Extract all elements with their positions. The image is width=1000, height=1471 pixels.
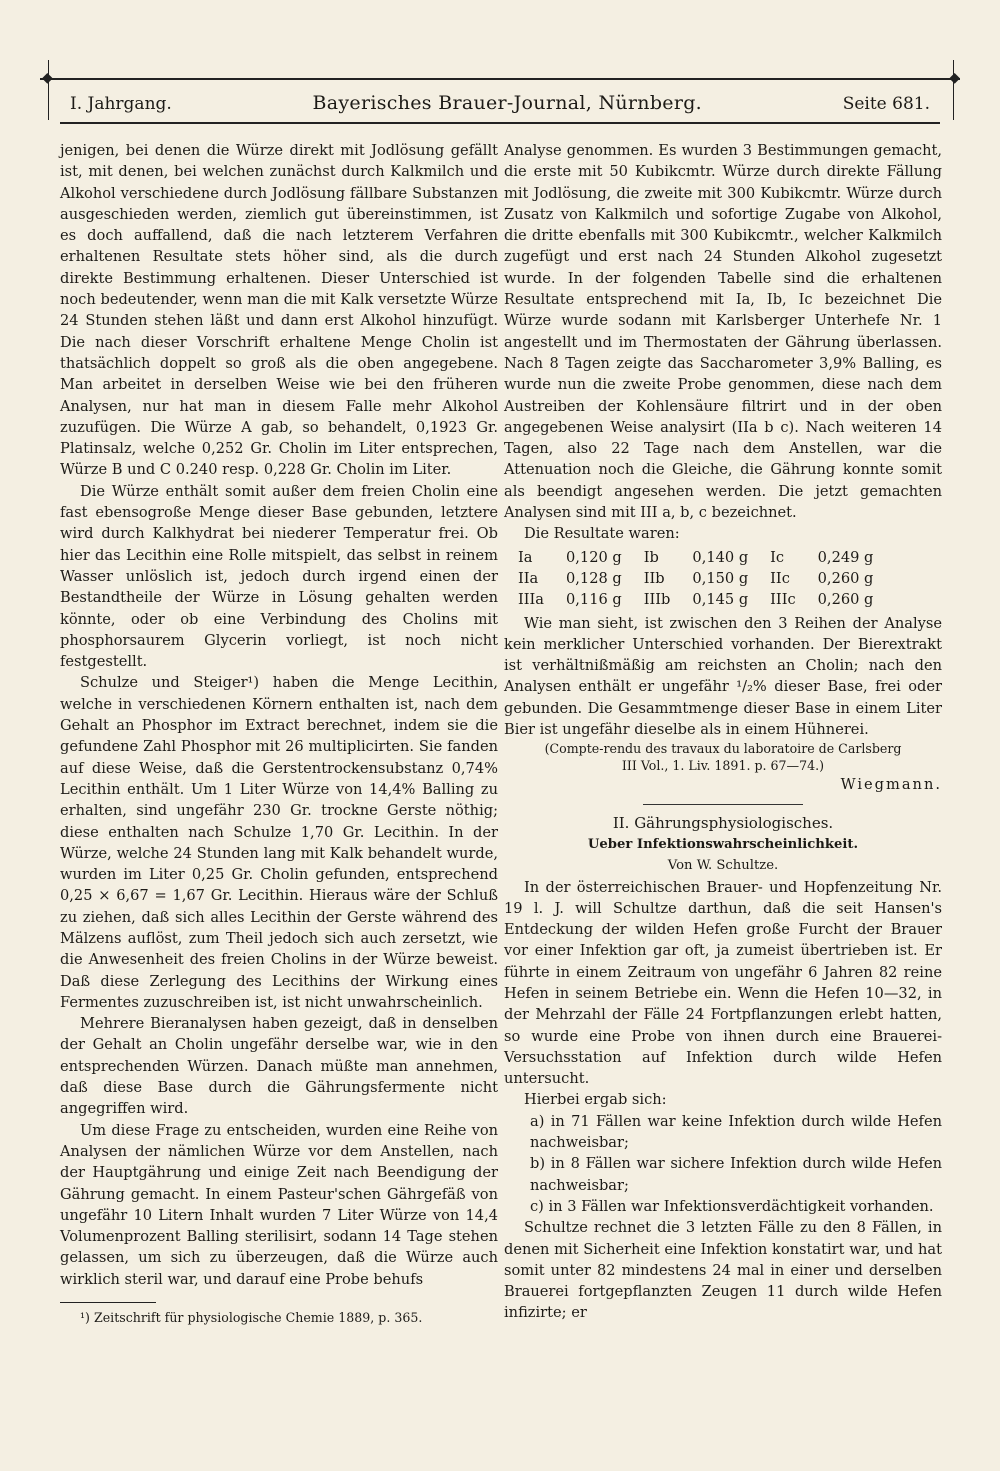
paragraph: Die Würze enthält somit außer dem freien Cholin eine fast ebensogroße Menge dieser Base gebunden, letztere wird durch Kalkhydrat bei niederer Temperatur frei. Ob hier das Lecithin eine Rolle mitspielt, das selbst in reinem Wasser unlöslich ist, jedoch durch irgend einen der Bestandtheile der Würze in Lösung gehalten werden könnte, oder ob eine Verbindung des Cholins mit phosphorsaurem Glycerin vorliegt, ist noch nicht festgestellt. [60, 482, 498, 671]
table-cell: IIc [770, 569, 790, 587]
list-item: c) in 3 Fällen war Infektionsverdächtigkeit vorhanden. [530, 1197, 934, 1215]
top-rule [40, 78, 960, 80]
paragraph: Mehrere Bieranalysen haben gezeigt, daß in denselben der Gehalt an Cholin ungefähr derselbe war, wie in den entsprechenden Würzen. Danach müßte man annehmen, daß diese Base durch die Gährungsfermente nicht angegriffen wird. [60, 1015, 498, 1118]
table-cell: Ib [643, 548, 659, 566]
table-cell: 0,120 g [566, 548, 622, 566]
list-item: a) in 71 Fällen war keine Infektion durch wilde Hefen nachweisbar; [530, 1112, 942, 1152]
left-column [60, 140, 498, 1326]
results-heading: Die Resultate waren: [524, 525, 680, 543]
page-number: Seite 681. [842, 94, 930, 114]
running-header [70, 92, 930, 120]
right-border-rule [953, 60, 954, 120]
paragraph: Wie man sieht, ist zwischen den 3 Reihen der Analyse kein merklicher Unterschied vorhanden. Der Bierextrakt ist verhältnißmäßig am reichsten an Cholin; nach den Analysen enthält er ungefähr ¹/₂% dieser Base, frei oder gebunden. Die Gesammtmenge dieser Base in einem Liter Bier ist ungefähr dieselbe als in einem Hühnerei. [504, 614, 942, 739]
table-row [518, 589, 895, 610]
ornament-left-icon: ◆ [42, 70, 53, 86]
article-title: Ueber Infektionswahrscheinlichkeit. [587, 836, 859, 852]
article-author: Von W. Schultze. [667, 858, 779, 874]
table-cell: IIb [643, 569, 665, 587]
signature: Wiegmann. [840, 776, 942, 794]
table-cell: IIIc [770, 591, 796, 609]
paragraph: Schulze und Steiger¹) haben die Menge Lecithin, welche in verschiedenen Körnern enthalten ist, nach dem Gehalt an Phosphor im Extract berechnet, indem sie die gefundene Zahl Phosphor mit 26 multiplicirten. Sie fanden auf diese Weise, daß die Gerstentrockensubstanz 0,74% Lecithin enthält. Um 1 Liter Würze von 14,4% Balling zu erhalten, sind ungefähr 230 Gr. trockne Gerste nöthig; diese enthalten nach Schulze 1,70 Gr. Lecithin. In der Würze, welche 24 Stunden lang mit Kalk behandelt wurde, wurden im Liter 0,25 Gr. Cholin gefunden, entsprechend 0,25 × 6,67 = 1,67 Gr. Lecithin. Hieraus wäre der Schluß zu ziehen, daß sich alles Lecithin der Gerste während des Mälzens auflöst, zum Theil jedoch sich auch zersetzt, wie die Anwesenheit des freien Cholins in der Würze beweist. Daß diese Zerlegung des Lecithins der Wirkung eines Fermentes zuzuschreiben ist, ist nicht unwahrscheinlich. [60, 674, 498, 1011]
table-cell: Ia [518, 548, 533, 566]
paragraph: Hierbei ergab sich: [524, 1091, 667, 1109]
header-rule [60, 122, 940, 124]
section-divider [643, 804, 803, 805]
table-row [518, 568, 895, 589]
table-cell: 0,249 g [817, 548, 874, 566]
paragraph: Analyse genommen. Es wurden 3 Bestimmungen gemacht, die erste mit 50 Kubikcmtr. Würze durch direkte Fällung mit Jodlösung, die zweite mit 300 Kubikcmtr. Würze durch Zusatz von Kalkmilch und sofortige Zugabe von Alkohol, die dritte ebenfalls mit 300 Kubikcmtr., welcher Kalkmilch zugefügt und erst nach 24 Stunden Alkohol zugesetzt wurde. In der folgenden Tabelle sind die erhaltenen Resultate entsprechend mit Ia, Ib, Ic bezeichnet Die Würze wurde sodann mit Karlsberger Unterhefe Nr. 1 angestellt und im Thermostaten der Gährung überlassen. Nach 8 Tagen zeigte das Saccharometer 3,9% Balling, es wurde nun die zweite Probe genommen, diese nach dem Austreiben der Kohlensäure filtrirt und in der oben angegebenen Weise analysirt (IIa b c). Nach weiteren 14 Tagen, also 22 Tage nach dem Anstellen, war die Attenuation noch die Gleiche, die Gährung konnte somit als beendigt angesehen werden. Die jetzt gemachten Analysen sind mit III a, b, c bezeichnet. [504, 142, 942, 522]
table-cell: IIIb [643, 591, 671, 609]
table-cell: IIa [518, 569, 539, 587]
section-title: II. Gährungsphysiologisches. [612, 813, 834, 832]
table-cell: 0,140 g [692, 548, 749, 566]
table-cell: 0,260 g [817, 569, 874, 587]
table-row [518, 547, 895, 568]
table-cell: 0,145 g [692, 591, 749, 609]
volume-label: I. Jahrgang. [70, 94, 172, 114]
left-border-rule [48, 60, 49, 120]
paragraph: jenigen, bei denen die Würze direkt mit Jodlösung gefällt ist, mit denen, bei welchen zunächst durch Kalkmilch und Alkohol verschiedene durch Jodlösung fällbare Substanzen ausgeschieden werden, ziemlich gut übereinstimmen, ist es doch auffallend, daß die nach letzterem Verfahren erhaltenen Resultate stets höher sind, als die durch direkte Bestimmung erhaltenen. Dieser Unterschied ist noch bedeutender, wenn man die mit Kalk versetzte Würze 24 Stunden stehen läßt und dann erst Alkohol hinzufügt. Die nach dieser Vorschrift erhaltene Menge Cholin ist thatsächlich doppelt so groß als die oben angegebene. Man arbeitet in derselben Weise wie bei den früheren Analysen, nur hat man in diesem Falle mehr Alkohol zuzufügen. Die Würze A gab, so behandelt, 0,1923 Gr. Platinsalz, welche 0,252 Gr. Cholin im Liter entsprechen, Würze B und C 0.240 resp. 0,228 Gr. Cholin im Liter. [60, 142, 498, 479]
table-cell: IIIa [518, 591, 544, 609]
footnote: ¹) Zeitschrift für physiologische Chemie 1889, p. 365. [80, 1310, 423, 1326]
source-citation: (Compte-rendu des travaux du laboratoire de Carlsberg [544, 741, 902, 757]
right-column [504, 140, 942, 1324]
table-cell: Ic [770, 548, 785, 566]
table-cell: 0,128 g [566, 569, 622, 587]
footnote-rule [60, 1302, 156, 1303]
paragraph: In der österreichischen Brauer- und Hopfenzeitung Nr. 19 l. J. will Schultze darthun, daß die seit Hansen's Entdeckung der wilden Hefen große Furcht der Brauer vor einer Infektion gar oft, ja zumeist übertrieben ist. Er führte in einem Zeitraum von ungefähr 6 Jahren 82 reine Hefen in seinem Betriebe ein. Wenn die Hefen 10—32, in der Mehrzahl der Fälle 24 Fortpflanzungen erlebt hatten, so wurde eine Probe von ihnen durch eine Brauerei-Versuchsstation auf Infektion durch wilde Hefen untersucht. [504, 878, 942, 1088]
list-item: b) in 8 Fällen war sichere Infektion durch wilde Hefen nachweisbar; [530, 1155, 942, 1194]
journal-title: Bayerisches Brauer-Journal, Nürnberg. [312, 92, 703, 114]
table-cell: 0,150 g [692, 569, 749, 587]
paragraph: Schultze rechnet die 3 letzten Fälle zu den 8 Fällen, in denen mit Sicherheit eine Infektion konstatirt war, und hat somit unter 82 mindestens 24 mal in einer und derselben Brauerei fortgepflanzten Zeugen 11 durch wilde Hefen infizirte; er [504, 1219, 942, 1322]
source-citation-volume: III Vol., 1. Liv. 1891. p. 67—74.) [621, 758, 825, 774]
ornament-right-icon: ◆ [949, 70, 960, 86]
table-cell: 0,260 g [817, 591, 874, 609]
paragraph: Um diese Frage zu entscheiden, wurden eine Reihe von Analysen der nämlichen Würze vor dem Anstellen, nach der Hauptgährung und einige Zeit nach Beendigung der Gährung gemacht. In einem Pasteur'schen Gährgefäß von ungefähr 10 Litern Inhalt wurden 7 Liter Würze von 14,4 Volumenprozent Balling sterilisirt, sodann 14 Tage stehen gelassen, um sich zu überzeugen, daß die Würze auch wirklich steril war, und darauf eine Probe behufs [60, 1121, 498, 1288]
results-table [518, 547, 942, 611]
table-cell: 0,116 g [566, 591, 622, 609]
